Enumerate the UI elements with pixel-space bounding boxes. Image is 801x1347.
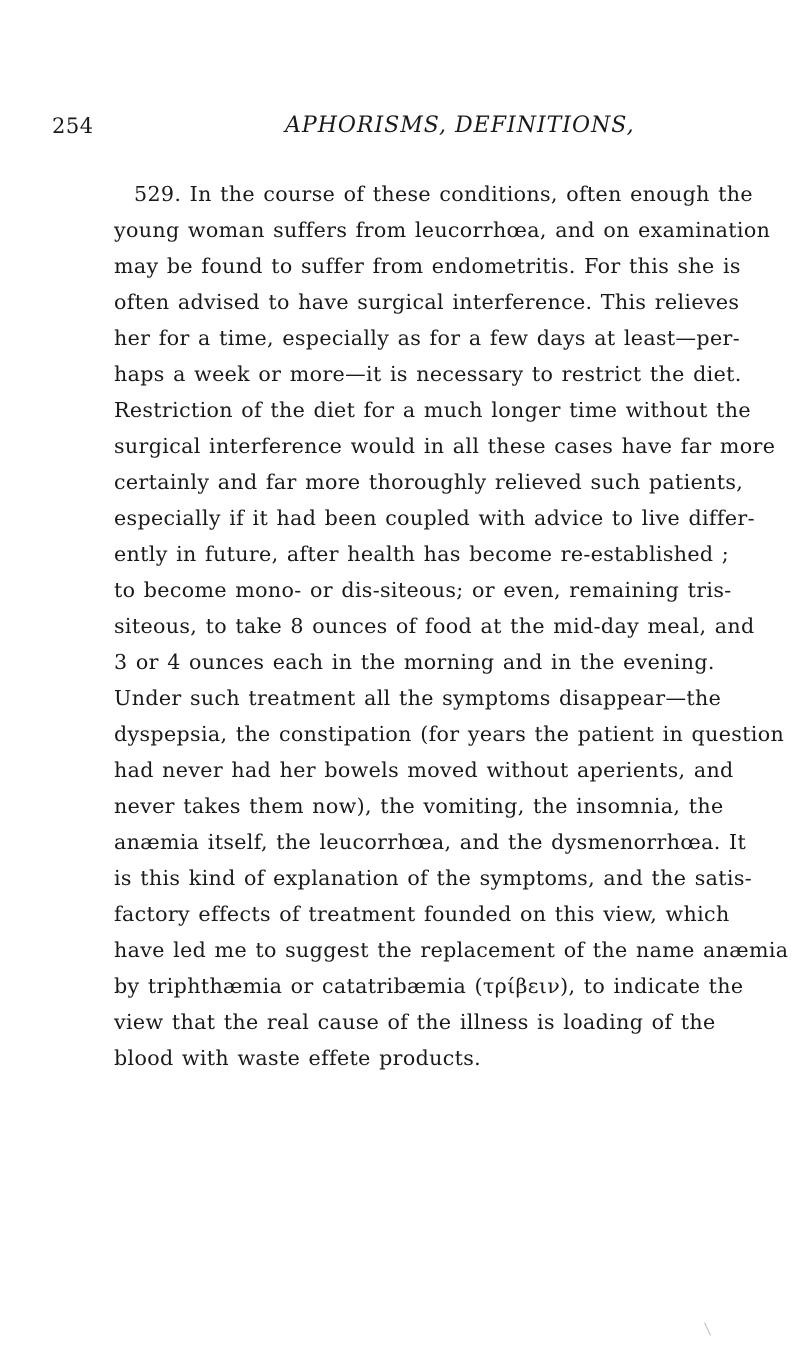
text-line: had never had her bowels moved without aperients, and xyxy=(114,758,734,782)
text-line: Restriction of the diet for a much longer time without the xyxy=(114,398,751,422)
text-line: dyspepsia, the constipation (for years the patient in question xyxy=(114,722,785,746)
page-number: 254 xyxy=(52,114,94,138)
text-line: haps a week or more—it is necessary to restrict the diet. xyxy=(114,362,742,386)
text-line: certainly and far more thoroughly relieved such patients, xyxy=(114,470,744,494)
text-line: especially if it had been coupled with advice to live differ- xyxy=(114,506,755,530)
text-line: young woman suffers from leucorrhœa, and on examination xyxy=(114,218,771,242)
text-line: siteous, to take 8 ounces of food at the mid-day meal, and xyxy=(114,614,755,638)
text-line: often advised to have surgical interference. This relieves xyxy=(114,290,740,314)
text-line: ently in future, after health has become re-established ; xyxy=(114,542,730,566)
text-line: never takes them now), the vomiting, the insomnia, the xyxy=(114,794,724,818)
stray-ink-mark xyxy=(704,1322,711,1335)
text-line: Under such treatment all the symptoms disappear—the xyxy=(114,686,722,710)
text-line: view that the real cause of the illness is loading of the xyxy=(114,1010,716,1034)
text-line: 529. In the course of these conditions, often enough the xyxy=(134,182,753,206)
running-title: APHORISMS, DEFINITIONS, xyxy=(285,113,635,138)
text-line: may be found to suffer from endometritis. For this she is xyxy=(114,254,741,278)
text-line: is this kind of explanation of the symptoms, and the satis- xyxy=(114,866,753,890)
text-line: surgical interference would in all these cases have far more xyxy=(114,434,776,458)
text-line: 3 or 4 ounces each in the morning and in the evening. xyxy=(114,650,715,674)
text-line: by triphthæmia or catatribæmia (τρίβειν), to indicate the xyxy=(114,974,744,998)
text-line: have led me to suggest the replacement of the name anæmia xyxy=(114,938,789,962)
text-line: her for a time, especially as for a few days at least—per- xyxy=(114,326,741,350)
text-line: factory effects of treatment founded on this view, which xyxy=(114,902,730,926)
text-line: anæmia itself, the leucorrhœa, and the dysmenorrhœa. It xyxy=(114,830,747,854)
text-line: blood with waste effete products. xyxy=(114,1046,482,1070)
text-line: to become mono- or dis-siteous; or even, remaining tris- xyxy=(114,578,732,602)
